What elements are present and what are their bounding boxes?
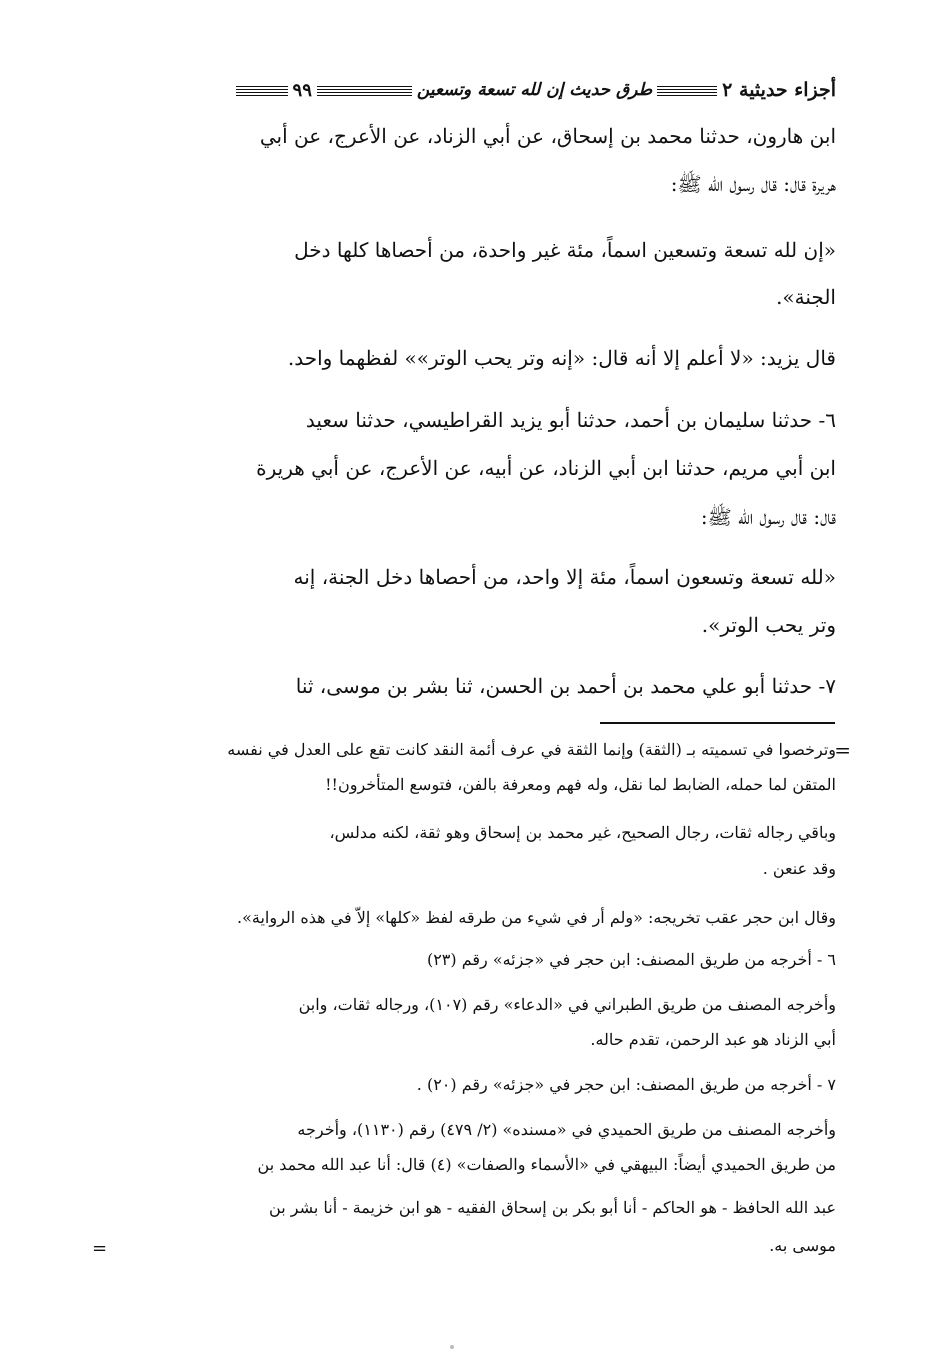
continuation-mark-bottom: =	[92, 1238, 108, 1259]
header-ornament	[236, 84, 288, 96]
footnote-line: ٦ - أخرجه من طريق المصنف: ابن حجر في «جزئه» رقم (٢٣)	[426, 950, 836, 969]
header-title: طرق حديث إن لله تسعة وتسعين	[416, 80, 653, 100]
footnote-line: موسى به.	[769, 1236, 836, 1255]
footnote-separator	[600, 722, 835, 724]
text-line: ابن أبي مريم، حدثنا ابن أبي الزناد، عن أبيه، عن الأعرج، عن أبي هريرة	[256, 456, 836, 480]
running-header	[100, 72, 836, 108]
text-line: وتر يحب الوتر».	[701, 613, 836, 637]
text-line: ٧- حدثنا أبو علي محمد بن أحمد بن الحسن، ثنا بشر بن موسى، ثنا	[295, 674, 836, 698]
footnote-line: المتقن لما حمله، الضابط لما نقل، وله فهم ومعرفة بالفن، فتوسع المتأخرون!!	[325, 775, 836, 794]
footnote-line: من طريق الحميدي أيضاً: البيهقي في «الأسماء والصفات» (٤) قال: أنا عبد الله محمد بن	[257, 1155, 836, 1174]
scan-speck	[450, 1345, 454, 1349]
text-line: قال يزيد: «لا أعلم إلا أنه قال: «إنه وتر يحب الوتر»» لفظهما واحد.	[287, 346, 836, 370]
header-ornament	[317, 84, 412, 96]
text-line: الجنة».	[776, 285, 836, 309]
text-line: «لله تسعة وتسعون اسماً، مئة إلا واحد، من أحصاها دخل الجنة، إنه	[293, 565, 836, 589]
page-number: ٩٩	[292, 79, 312, 101]
series-title: أجزاء حديثية ٢	[722, 79, 836, 101]
continuation-mark-top: =	[834, 738, 851, 762]
footnote-line: وقال ابن حجر عقب تخريجه: «ولم أر في شيء من طرقه لفظ «كلها» إلاّ في هذه الرواية».	[237, 908, 836, 927]
text-line: «إن لله تسعة وتسعين اسماً، مئة غير واحدة، من أحصاها كلها دخل	[294, 238, 836, 262]
footnote-line: ٧ - أخرجه من طريق المصنف: ابن حجر في «جزئه» رقم (٢٠) .	[416, 1075, 836, 1094]
footnote-line: وباقي رجاله ثقات، رجال الصحيح، غير محمد بن إسحاق وهو ثقة، لكنه مدلس،	[329, 823, 836, 842]
footnote-line: وقد عنعن .	[762, 859, 836, 878]
footnote-line: وأخرجه المصنف من طريق الحميدي في «مسنده» (٢/ ٤٧٩) رقم (١١٣٠)، وأخرجه	[297, 1120, 836, 1139]
text-line: ٦- حدثنا سليمان بن أحمد، حدثنا أبو يزيد القراطيسي، حدثنا سعيد	[305, 408, 836, 432]
footnote-line: عبد الله الحافظ - هو الحاكم - أنا أبو بكر بن إسحاق الفقيه - هو ابن خزيمة - أنا بشر بن	[269, 1198, 836, 1217]
text-line: ابن هارون، حدثنا محمد بن إسحاق، عن أبي الزناد، عن الأعرج، عن أبي	[259, 124, 836, 148]
footnote-line: أبي الزناد هو عبد الرحمن، تقدم حاله.	[590, 1030, 836, 1049]
text-line: قال: قال رسول الله ﷺ:	[700, 505, 836, 529]
footnote-line: وترخصوا في تسميته بـ (الثقة) وإنما الثقة في عرف أئمة النقد كانت تقع على العدل في نفسه	[227, 740, 836, 759]
header-ornament	[657, 84, 717, 96]
text-line: هريرة قال: قال رسول الله ﷺ:	[670, 172, 836, 196]
footnote-line: وأخرجه المصنف من طريق الطبراني في «الدعاء» رقم (١٠٧)، ورجاله ثقات، وابن	[298, 995, 836, 1014]
